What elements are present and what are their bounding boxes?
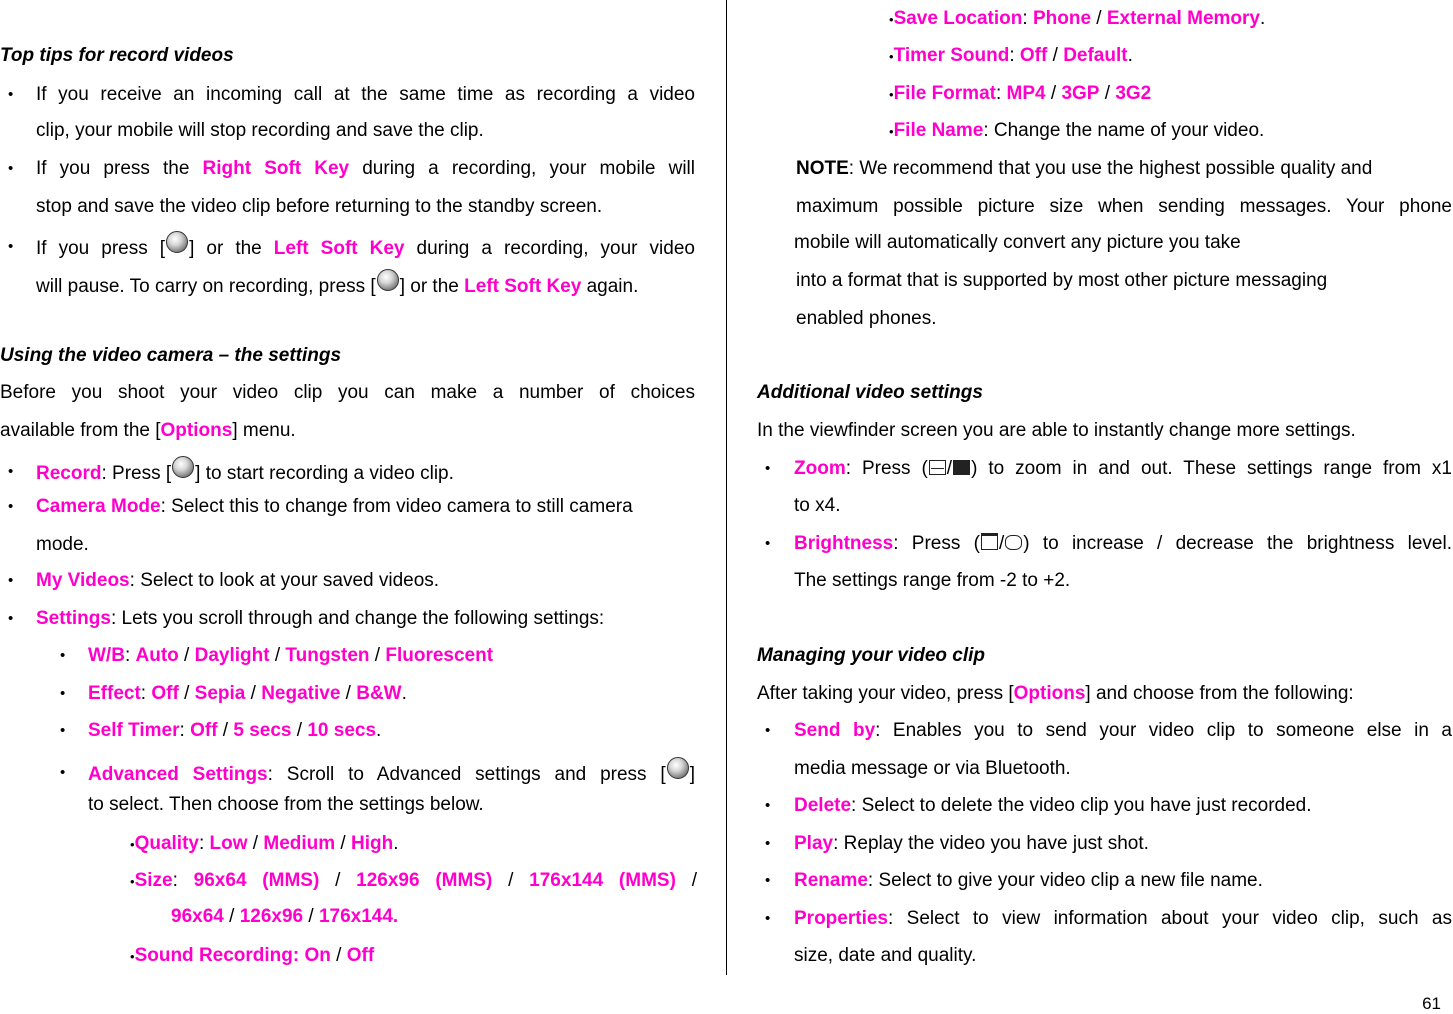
self-timer-option: 10 secs	[307, 720, 377, 741]
managing-text-pre: After taking your video, press [	[757, 683, 1014, 704]
bullet-icon: •	[889, 87, 894, 102]
bullet-icon: •	[130, 949, 135, 964]
size-option: 176x144	[318, 906, 393, 927]
bullet-icon: •	[60, 764, 66, 781]
right-soft-key-term: Right Soft Key	[202, 158, 350, 179]
intro-text-pre: available from the [	[0, 420, 161, 441]
settings-heading: Using the video camera – the settings	[0, 345, 342, 366]
send-by-item	[794, 719, 1452, 743]
delete-text: : Select to delete the video clip you have just recorded.	[851, 795, 1312, 816]
bullet-icon: •	[765, 797, 771, 814]
settings-term: Settings	[36, 608, 111, 629]
send-by-term: Send by	[794, 720, 876, 741]
play-text: : Replay the video you have just shot.	[833, 833, 1149, 854]
zoom-text-post: ) to zoom in and out. These settings range from x1	[971, 458, 1452, 479]
bullet-icon: •	[8, 463, 14, 480]
bullet-icon: •	[8, 86, 14, 103]
tip2-text-pre: If you press the	[36, 158, 190, 179]
settings-intro-line2	[0, 419, 296, 443]
brightness-text-pre: : Press (	[893, 533, 980, 554]
camera-mode-item	[36, 495, 633, 519]
wb-term: W/B	[88, 645, 125, 666]
advanced-text-post: ]	[689, 764, 695, 785]
my-videos-term: My Videos	[36, 570, 130, 591]
intro-text-post: ] menu.	[232, 420, 296, 441]
note-line4: into a format that is supported by most other picture messaging	[796, 270, 1328, 291]
brightness-item: Brightness: Press ( / ) to increase / decrease the brightness level.	[794, 533, 1452, 554]
note-line5: enabled phones.	[796, 308, 937, 329]
size-option: 96x64	[171, 906, 224, 927]
note-line3: mobile will automatically convert any picture you take	[794, 232, 1241, 253]
brightness-line2: The settings range from -2 to +2.	[794, 570, 1071, 591]
camera-mode-term: Camera Mode	[36, 496, 161, 517]
bullet-icon: •	[765, 460, 771, 477]
file-format-option: 3GP	[1061, 83, 1100, 104]
size-term: Size	[134, 870, 173, 891]
settings-text: : Lets you scroll through and change the following settings:	[110, 608, 605, 629]
brightness-text-post: ) to increase / decrease the brightness level.	[1023, 533, 1452, 554]
managing-intro	[757, 682, 1354, 706]
ok-button-icon	[166, 231, 188, 253]
tip3-line1	[36, 235, 695, 261]
wb-option: Daylight	[194, 645, 270, 666]
bullet-icon: •	[889, 124, 894, 139]
contacts-icon	[1005, 535, 1022, 550]
send-by-text: : Enables you to send your video clip to someone else in a	[875, 720, 1452, 741]
properties-text: : Select to view information about your video clip, such as	[887, 908, 1452, 929]
file-format-term: File Format	[893, 83, 996, 104]
column-divider	[726, 0, 727, 975]
tip3b-text-mid: ] or the	[399, 276, 459, 297]
sound-recording-option: Off	[346, 945, 375, 966]
effect-option: B&W	[356, 683, 402, 704]
managing-heading: Managing your video clip	[757, 645, 986, 666]
file-name-term: File Name	[893, 120, 984, 141]
note-label: NOTE	[796, 158, 849, 179]
camera-icon	[953, 460, 970, 475]
self-timer-item: Self Timer: Off / 5 secs / 10 secs.	[88, 720, 382, 741]
tip3b-text-pre: will pause. To carry on recording, press [	[36, 276, 376, 297]
delete-term: Delete	[794, 795, 852, 816]
size-option: 126x96 (MMS)	[356, 870, 493, 891]
bullet-icon: •	[8, 498, 14, 515]
ok-button-icon	[667, 757, 689, 779]
bullet-icon: •	[130, 874, 135, 889]
quality-item: •Quality: Low / Medium / High.	[130, 833, 399, 854]
size-option: 96x64 (MMS)	[193, 870, 320, 891]
additional-heading: Additional video settings	[757, 382, 983, 403]
bullet-icon: •	[8, 238, 14, 255]
note-line1	[796, 157, 1372, 181]
file-format-option: 3G2	[1115, 83, 1152, 104]
options-term: Options	[1013, 683, 1086, 704]
managing-text-post: ] and choose from the following:	[1085, 683, 1354, 704]
tip2-text-post: during a recording, your mobile will	[362, 158, 696, 179]
bullet-icon: •	[8, 572, 14, 589]
zoom-line2: to x4.	[794, 495, 841, 516]
settings-intro-line1: Before you shoot your video clip you can make a number of choices	[0, 382, 695, 403]
file-name-item	[889, 119, 1264, 144]
properties-line2: size, date and quality.	[794, 945, 977, 966]
wb-item: W/B: Auto / Daylight / Tungsten / Fluorescent	[88, 645, 494, 666]
options-term: Options	[160, 420, 233, 441]
record-item	[36, 460, 454, 486]
size-item: •Size: 96x64 (MMS) / 126x96 (MMS) / 176x144 (MMS) /	[130, 870, 697, 891]
wb-option: Fluorescent	[385, 645, 494, 666]
tip3-text-pre: If you press [	[36, 238, 166, 259]
effect-term: Effect	[88, 683, 141, 704]
self-timer-option: 5 secs	[233, 720, 292, 741]
bullet-icon: •	[60, 685, 66, 702]
bullet-icon: •	[765, 722, 771, 739]
note-text: : We recommend that you use the highest possible quality and	[848, 158, 1373, 179]
effect-option: Sepia	[194, 683, 246, 704]
bullet-icon: •	[60, 722, 66, 739]
settings-item	[36, 607, 604, 631]
timer-sound-item: •Timer Sound: Off / Default.	[889, 45, 1133, 66]
effect-item: Effect: Off / Sepia / Negative / B&W.	[88, 683, 407, 704]
wb-option: Tungsten	[285, 645, 370, 666]
brightness-term: Brightness	[794, 533, 894, 554]
effect-option: Negative	[261, 683, 341, 704]
self-timer-option: Off	[190, 720, 218, 741]
tip1-line1: If you receive an incoming call at the same time as recording a video	[36, 84, 695, 105]
tip3b-text-post: again.	[586, 276, 639, 297]
size-item-line2: 96x64 / 126x96 / 176x144.	[171, 906, 399, 927]
tips-heading: Top tips for record videos	[0, 45, 234, 66]
play-term: Play	[794, 833, 834, 854]
camera-mode-line2: mode.	[36, 534, 89, 555]
my-videos-item	[36, 569, 439, 593]
advanced-line2: to select. Then choose from the settings below.	[88, 794, 484, 815]
tip2-line2: stop and save the video clip before returning to the standby screen.	[36, 196, 603, 217]
file-name-text: : Change the name of your video.	[983, 120, 1265, 141]
record-term: Record	[36, 463, 102, 484]
save-location-option: External Memory	[1106, 8, 1260, 29]
delete-item	[794, 794, 1312, 818]
rename-term: Rename	[794, 870, 868, 891]
sound-recording-item: •Sound Recording: On / Off	[130, 945, 375, 966]
zoom-term: Zoom	[794, 458, 846, 479]
advanced-text-pre: : Scroll to Advanced settings and press [	[267, 764, 666, 785]
note-line2: maximum possible picture size when sending messages. Your phone	[796, 196, 1452, 217]
properties-term: Properties	[794, 908, 888, 929]
advanced-item	[88, 761, 695, 787]
properties-item	[794, 907, 1452, 931]
zoom-item: Zoom: Press ( / ) to zoom in and out. These settings range from x1	[794, 458, 1452, 479]
sound-recording-term: Sound Recording: On	[134, 945, 331, 966]
quality-option: Low	[209, 833, 248, 854]
save-location-option: Phone	[1032, 8, 1092, 29]
bullet-icon: •	[8, 610, 14, 627]
timer-sound-option: Default	[1063, 45, 1128, 66]
file-format-option: MP4	[1006, 83, 1046, 104]
record-text-post: ] to start recording a video clip.	[195, 463, 454, 484]
ok-button-icon	[172, 456, 194, 478]
bullet-icon: •	[889, 12, 894, 27]
timer-sound-option: Off	[1019, 45, 1048, 66]
left-soft-key-term: Left Soft Key	[464, 276, 582, 297]
tip3-line2	[36, 273, 638, 299]
quality-option: Medium	[263, 833, 336, 854]
bullet-icon: •	[765, 872, 771, 889]
self-timer-term: Self Timer	[88, 720, 180, 741]
play-item	[794, 832, 1149, 856]
zoom-text-pre: : Press (	[845, 458, 928, 479]
record-text-pre: : Press [	[101, 463, 172, 484]
bullet-icon: •	[130, 837, 135, 852]
rename-text: : Select to give your video clip a new file name.	[867, 870, 1263, 891]
tip2-line1	[36, 157, 695, 181]
bullet-icon: •	[765, 910, 771, 927]
quality-term: Quality	[134, 833, 199, 854]
bullet-icon: •	[765, 835, 771, 852]
size-option: 176x144 (MMS)	[529, 870, 676, 891]
envelope-icon	[929, 460, 946, 475]
quality-option: High	[351, 833, 394, 854]
additional-intro: In the viewfinder screen you are able to instantly change more settings.	[757, 420, 1356, 441]
wb-option: Auto	[135, 645, 179, 666]
left-soft-key-term: Left Soft Key	[273, 238, 405, 259]
effect-option: Off	[151, 683, 179, 704]
save-location-item: •Save Location: Phone / External Memory.	[889, 8, 1266, 29]
rename-item	[794, 869, 1263, 893]
bullet-icon: •	[765, 535, 771, 552]
advanced-settings-term: Advanced Settings	[88, 764, 268, 785]
folder-icon	[981, 533, 998, 550]
save-location-term: Save Location	[893, 8, 1023, 29]
timer-sound-term: Timer Sound	[893, 45, 1010, 66]
tip3-text-mid: ] or the	[189, 238, 262, 259]
page-number: 61	[1422, 994, 1441, 1013]
size-option: 126x96	[239, 906, 304, 927]
bullet-icon: •	[889, 49, 894, 64]
tip3-text-post: during a recording, your video	[416, 238, 695, 259]
bullet-icon: •	[60, 647, 66, 664]
my-videos-text: : Select to look at your saved videos.	[129, 570, 440, 591]
camera-mode-text: : Select this to change from video camera to still camera	[160, 496, 633, 517]
ok-button-icon	[377, 269, 399, 291]
tip1-line2: clip, your mobile will stop recording and save the clip.	[36, 120, 484, 141]
file-format-item: •File Format: MP4 / 3GP / 3G2	[889, 83, 1152, 104]
bullet-icon: •	[8, 160, 14, 177]
send-by-line2: media message or via Bluetooth.	[794, 758, 1071, 779]
